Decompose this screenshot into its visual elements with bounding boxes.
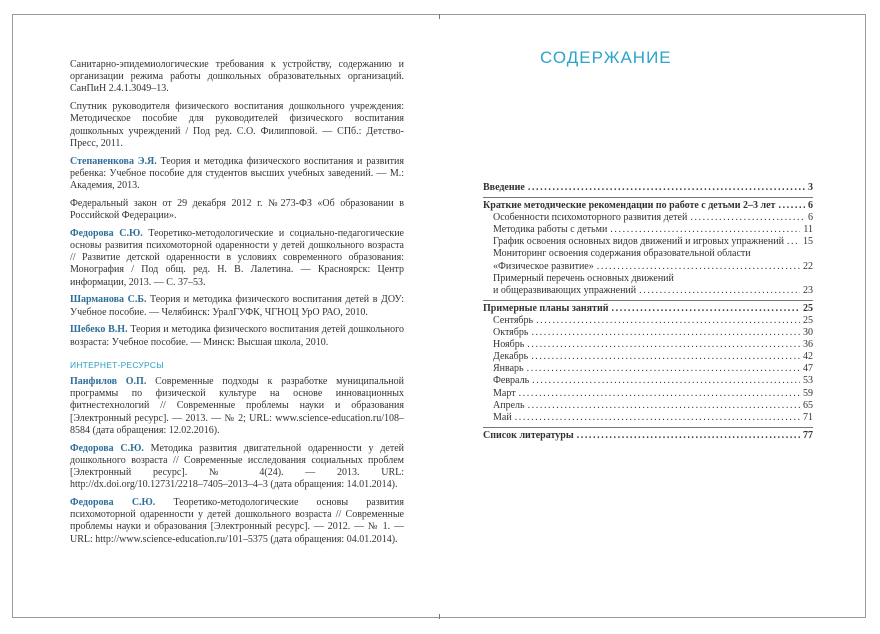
- entry-text: Теоретико-методологические основы развития психомоторной одаренности у детей дошкольного возраста // Современные проблемы науки и образования [Электронный ресурс]. — 2012. — № 1. — URL: http://www.science-education.ru/101–5375 (дата обращения: 04.01.2014).: [70, 497, 404, 545]
- toc-entry-label: Методика работы с детьми: [493, 224, 608, 236]
- toc-page-number: 25: [803, 302, 813, 314]
- internet-resources-heading: ИНТЕРНЕТ-РЕСУРСЫ: [70, 359, 164, 370]
- toc-page-number: 30: [803, 327, 813, 339]
- entry-author: Шарманова С.Б.: [70, 294, 147, 306]
- toc-entry-label: Декабрь: [493, 351, 529, 363]
- toc-entry-month: [483, 388, 813, 400]
- bibliography-entry: [70, 156, 404, 193]
- bibliography-entry: [70, 198, 404, 222]
- toc-entry: [483, 224, 813, 236]
- entry-text: Федеральный закон от 29 декабря 2012 г. №273-ФЗ «Об образовании в Российской Федерации».: [70, 197, 404, 222]
- toc-entry-label: Введение: [483, 182, 525, 193]
- bibliography-page: [70, 59, 404, 551]
- toc-entry-label: Список литературы: [483, 429, 574, 441]
- toc-entry-month: [483, 339, 813, 351]
- toc-page-number: 42: [803, 351, 813, 363]
- toc-entry-label: «Физическое развитие»: [493, 260, 594, 272]
- toc-leader-dots: [528, 400, 800, 412]
- internet-resources-list: [70, 376, 404, 546]
- toc-entry-label: Февраль: [493, 375, 530, 387]
- toc-entry-intro: [483, 182, 813, 194]
- toc-leader-dots: [787, 236, 800, 248]
- toc-entry-exercises-line1: Примерный перечень основных движений: [493, 272, 674, 284]
- toc-leader-dots: [597, 261, 800, 273]
- toc-entry-exercises: [483, 285, 813, 297]
- toc-divider: [483, 427, 813, 428]
- bibliography-entry: [70, 101, 404, 150]
- toc-page-number: 22: [803, 260, 813, 272]
- toc-page-number: 77: [803, 429, 813, 441]
- toc-entry-label: Особенности психомоторного развития детей: [493, 212, 688, 224]
- fold-mark-bottom: [439, 614, 440, 619]
- toc-leader-dots: [690, 212, 805, 224]
- entry-author: Федорова С.Ю.: [70, 497, 156, 509]
- toc-page-number: 15: [803, 236, 813, 248]
- toc-page-number: 6: [808, 212, 813, 224]
- toc-entry-month: [483, 327, 813, 339]
- toc-leader-dots: [527, 363, 800, 375]
- toc-leader-dots: [778, 200, 805, 212]
- bibliography-entry: [70, 228, 404, 289]
- entry-text: Современные подходы к разработке муниципальной программы по физической культуре на основе инновационных фитнестехнологий // Современные проблемы науки и образования [Электронный ресурс]. — 2013. — № 2; URL: www.science-education.ru/108–8584 (дата обращения: 12.02.2016).: [70, 376, 404, 436]
- toc-entry-month: [483, 400, 813, 412]
- toc-entry-month: [483, 363, 813, 375]
- toc-entry-label: Примерные планы занятий: [483, 302, 609, 314]
- bibliography-list: [70, 59, 404, 349]
- toc-entry-section1: [483, 200, 813, 212]
- toc-entry-monitoring-line1: Мониторинг освоения содержания образовательной области: [493, 248, 751, 260]
- toc-page-number: 59: [803, 387, 813, 399]
- toc-entry-monitoring: [483, 261, 813, 273]
- entry-text: Методика развития двигательной одаренности у детей дошкольного возраста // Современные исследования социальных проблем [Электронный ресурс]. № 4(24). — 2013. URL: http://dx.doi.org/10.12731/2218–7405–2013–4–3 (дата обращения: 14.01.2014).: [70, 442, 404, 491]
- toc-entry-month: [483, 351, 813, 363]
- bibliography-entry: [70, 376, 404, 437]
- toc-section2-months: [483, 315, 813, 424]
- bibliography-entry: [70, 59, 404, 96]
- entry-text: Санитарно-эпидемиологические требования к устройству, содержанию и организации режима работы дошкольных образовательных организаций. СанПиН 2.4.1.3049–13.: [70, 59, 404, 95]
- toc-entry-label: Октябрь: [493, 327, 529, 339]
- entry-author: Степаненкова Э.Я.: [70, 155, 157, 167]
- toc-page-number: 36: [803, 339, 813, 351]
- toc-title: СОДЕРЖАНИЕ: [540, 48, 672, 67]
- entry-author: Шебеко В.Н.: [70, 324, 128, 336]
- toc-divider: [483, 300, 813, 301]
- bibliography-entry: [70, 497, 404, 546]
- toc-page-number: 3: [808, 182, 813, 193]
- entry-author: Федорова С.Ю.: [70, 442, 144, 454]
- toc-section1-items: [483, 212, 813, 248]
- toc-entry: [483, 236, 813, 248]
- entry-author: Панфилов О.П.: [70, 376, 147, 388]
- toc-page-number: 65: [803, 399, 813, 411]
- entry-text: Теория и методика физического воспитания детей в ДОУ: Учебное пособие. — Челябинск: УралГУФК, ЧГНОЦ УрО РАО, 2010.: [70, 294, 404, 318]
- toc-page-number: 11: [803, 224, 813, 236]
- toc-entry-label: Март: [493, 387, 516, 399]
- toc-leader-dots: [610, 224, 800, 236]
- toc-leader-dots: [536, 315, 800, 327]
- toc-page-number: 25: [803, 314, 813, 326]
- fold-mark-top: [439, 14, 440, 19]
- toc-leader-dots: [577, 430, 800, 442]
- toc-entry-month: [483, 412, 813, 424]
- toc-page-number: 23: [803, 284, 813, 296]
- toc-leader-dots: [519, 388, 800, 400]
- entry-text: Теория и методика физического воспитания и развития ребенка: Учебное пособие для студентов высших учебных заведений. — М.: Академия, 2013.: [70, 155, 404, 192]
- toc-entry-label: Май: [493, 411, 512, 423]
- toc-entry-label: Январь: [493, 363, 524, 375]
- toc-leader-dots: [612, 303, 801, 315]
- bibliography-entry: [70, 443, 404, 492]
- toc-leader-dots: [531, 351, 800, 363]
- toc-entry-label: Ноябрь: [493, 339, 525, 351]
- toc-leader-dots: [639, 285, 800, 297]
- toc-page-number: 47: [803, 363, 813, 375]
- toc-entry-section2: [483, 303, 813, 315]
- toc-leader-dots: [527, 339, 800, 351]
- toc-page-number: 71: [803, 411, 813, 423]
- toc-entry-label: График освоения основных видов движений и игровых упражнений: [493, 236, 784, 248]
- toc-page-number: 6: [808, 200, 813, 212]
- toc-entry-month: [483, 375, 813, 387]
- toc-leader-dots: [515, 412, 800, 424]
- entry-text: Теоретико-методологические и социально-педагогические основы развития психомоторной одаренности у детей дошкольного возраста // Развитие детской одаренности в условиях современного образования: Монография / Под общ. ред. Н. В. Лалетина. — Красноярск: Центр информации, 2013. — С. 37–53.: [70, 227, 404, 288]
- toc-entry: [483, 212, 813, 224]
- toc-leader-dots: [528, 182, 805, 194]
- toc-leader-dots: [532, 375, 800, 387]
- bibliography-entry: [70, 324, 404, 348]
- entry-author: Федорова С.Ю.: [70, 227, 143, 239]
- toc-entry-label: Сентябрь: [493, 314, 534, 326]
- toc-page-number: 53: [803, 375, 813, 387]
- toc-entry-label: Краткие методические рекомендации по работе с детьми 2–3 лет: [483, 200, 776, 212]
- table-of-contents: [483, 182, 813, 442]
- entry-text: Теория и методика физического воспитания детей дошкольного возраста: Учебное пособие. — Минск: Высшая школа, 2010.: [70, 324, 404, 348]
- toc-entry-label: Апрель: [493, 399, 525, 411]
- toc-entry-literature: [483, 430, 813, 442]
- entry-text: Спутник руководителя физического воспитания дошкольного учреждения: Методическое пособие для руководителей физического воспитания дошкольных учреждений / Под ред. С.О. Филипповой. — СПб.: Детство-Пресс, 2011.: [70, 101, 404, 149]
- toc-leader-dots: [531, 327, 800, 339]
- toc-entry-label: и общеразвивающих упражнений: [493, 284, 637, 296]
- toc-entry-month: [483, 315, 813, 327]
- bibliography-entry: [70, 294, 404, 318]
- toc-divider: [483, 197, 813, 198]
